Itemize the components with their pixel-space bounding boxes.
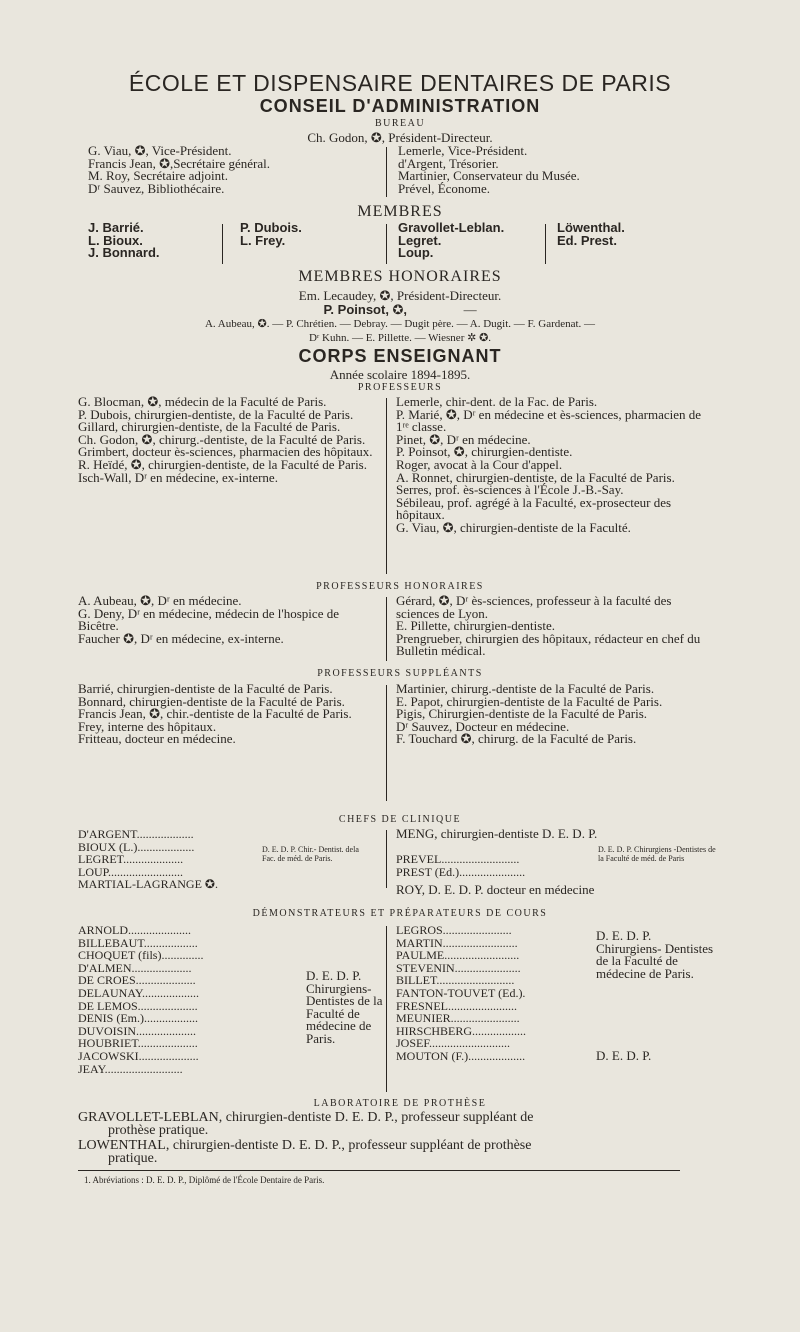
professeur-item: Roger, avocat à la Cour d'appel. [396, 456, 563, 472]
professeur-item: R. Heïdé, ✪, chirurgien-dentiste, de la Faculté de Paris. [78, 456, 367, 472]
demonstrateur-item: ARNOLD..................... [78, 923, 191, 937]
prof-hon-item: Faucher ✪, Dʳ en médecine, ex-interne. [78, 630, 284, 646]
demonstrateur-item: MARTIN......................... [396, 935, 518, 950]
demonstrateurs-right [396, 924, 586, 1063]
demonstrateur-item: MEUNIER....................... [396, 1011, 520, 1026]
prof-hon-item: G. Deny, Dʳ en médecine, médecin de l'hospice de Bicêtre. [78, 605, 339, 634]
membres-col2 [240, 222, 302, 247]
prof-hon-left [78, 595, 380, 645]
prof-hon-item: Gérard, ✪, Dʳ ès-sciences, professeur à la faculté des sciences de Lyon. [396, 593, 672, 621]
professeur-item: G. Viau, ✪, chirurgien-dentiste de la Faculté. [396, 519, 631, 535]
demonstrateur-item: DELAUNAY................... [78, 985, 200, 1000]
prof-sup-right [396, 683, 702, 746]
chef-item: MARTIAL-LAGRANGE ✪. [78, 877, 218, 892]
prof-sup-item: Barrié, chirurgien-dentiste de la Faculté de Paris. [78, 681, 333, 696]
membres-col4 [557, 222, 625, 247]
ditto-dash: — [463, 302, 477, 317]
demonstrateurs-left-note: D. E. D. P. Chirurgiens- Dentistes de la Faculté de médecine de Paris. [306, 968, 383, 1046]
membres-heading: MEMBRES [357, 203, 443, 220]
bureau-left-item: G. Viau, ✪, Vice-Président. [88, 143, 232, 158]
demonstrateur-item: HIRSCHBERG.................. [396, 1023, 527, 1038]
honoraires-heading: MEMBRES HONORAIRES [298, 268, 502, 285]
footnote-rule [78, 1170, 680, 1171]
membre-item: P. Dubois. [240, 220, 302, 235]
bureau-divider [386, 147, 387, 197]
bureau-heading: BUREAU [374, 118, 426, 129]
president-text: Ch. Godon, ✪, Président-Directeur. [307, 130, 493, 145]
annee-scolaire: Année scolaire 1894-1895. [329, 367, 471, 382]
membre-item: Gravollet-Leblan. [398, 220, 505, 235]
chefs-heading: CHEFS DE CLINIQUE [338, 814, 462, 825]
demonstrateur-item: MOUTON (F.)................... [396, 1048, 526, 1063]
membres-divider [545, 224, 546, 264]
prof-sup-left [78, 683, 380, 746]
demonstrateur-item: DUVOISIN.................... [78, 1023, 196, 1038]
professeur-item: G. Blocman, ✪, médecin de la Faculté de Paris. [78, 394, 327, 409]
demonstrateur-item: STEVENIN...................... [396, 960, 521, 975]
conseil-title: CONSEIL D'ADMINISTRATION [259, 96, 541, 116]
chef-item: PREVEL.......................... [396, 852, 520, 866]
demonstrateur-item: CHOQUET (fils).............. [78, 948, 204, 963]
membres-divider [386, 224, 387, 264]
prof-hon-item: A. Aubeau, ✪, Dʳ en médecine. [78, 593, 242, 608]
professeur-item: Isch-Wall, Dʳ en médecine, ex-interne. [78, 469, 278, 485]
honoraires-line2 [0, 302, 800, 318]
demonstrateur-item: DENIS (Em.).................. [78, 1011, 198, 1026]
prof-sup-item: E. Papot, chirurgien-dentiste de la Faculté de Paris. [396, 693, 663, 709]
labo-heading: LABORATOIRE DE PROTHÈSE [313, 1098, 487, 1109]
demonstrateur-item: PAULME......................... [396, 948, 520, 963]
membre-item: Ed. Prest. [557, 232, 617, 248]
membre-item: J. Barrié. [88, 220, 144, 235]
demonstrateur-item: FANTON-TOUVET (Ed.). [396, 985, 526, 1000]
professeur-item: Serres, prof. ès-sciences à l'École J.-B.-Say. [396, 482, 624, 498]
labo-entry-1 [78, 1111, 718, 1137]
prof-sup-item: Dʳ Sauvez, Docteur en médecine. [396, 718, 570, 734]
membre-item: J. Bonnard. [88, 245, 160, 261]
membre-item: Löwenthal. [557, 220, 625, 235]
professeur-item: Sébileau, prof. agrégé à la Faculté, ex-prosecteur des hôpitaux. [396, 494, 672, 523]
professeur-item: Lemerle, chir-dent. de la Fac. de Paris. [396, 394, 598, 409]
demonstrateur-item: LEGROS....................... [396, 923, 512, 937]
labo-line: LOWENTHAL, chirurgien-dentiste D. E. D. P., professeur suppléant de prothèse [78, 1138, 532, 1153]
membres-divider [222, 224, 223, 264]
demonstrateur-item: HOUBRIET.................... [78, 1036, 198, 1051]
corps-heading: CORPS ENSEIGNANT [298, 346, 502, 366]
demonstrateurs-left [78, 924, 278, 1075]
demonstrateurs-divider [386, 926, 387, 1092]
demonstrateur-item: BILLET.......................... [396, 973, 515, 988]
prof-sup-item: Pigis, Chirurgien-dentiste de la Faculté de Paris. [396, 706, 648, 722]
professeur-item: Grimbert, docteur ès-sciences, pharmacien des hôpitaux. [78, 444, 373, 460]
bureau-left-item: M. Roy, Secrétaire adjoint. [88, 168, 228, 184]
labo-entry-2 [78, 1139, 718, 1165]
membres-col3 [398, 222, 504, 260]
labo-line: GRAVOLLET-LEBLAN, chirurgien-dentiste D. E. D. P., professeur suppléant de [78, 1110, 534, 1125]
bureau-right-list [398, 145, 718, 195]
demonstrateur-item: FRESNEL....................... [396, 998, 518, 1013]
honoraires-line4: Dʳ Kuhn. — E. Pillette. — Wiesner ✲ ✪. [308, 332, 492, 344]
membres-col1 [88, 222, 160, 260]
bureau-left-item: Francis Jean, ✪,Secrétaire général. [88, 155, 270, 171]
prof-hon-heading: PROFESSEURS HONORAIRES [316, 581, 484, 592]
bureau-left-item: Dʳ Sauvez, Bibliothécaire. [88, 180, 225, 196]
chef-item: LEGRET.................... [78, 852, 184, 867]
labo-line: pratique. [108, 1151, 158, 1166]
prof-sup-item: Francis Jean, ✪, chir.-dentiste de la Faculté de Paris. [78, 706, 352, 722]
poinsot-text: P. Poinsot, ✪, [323, 302, 408, 317]
professeur-item: P. Poinsot, ✪, chirurgien-dentiste. [396, 444, 573, 460]
professeur-item: Gillard, chirurgien-dentiste, de la Faculté de Paris. [78, 419, 341, 435]
honoraires-line1: Em. Lecaudey, ✪, Président-Directeur. [298, 288, 502, 303]
demonstrateur-item: JEAY.......................... [78, 1061, 183, 1076]
demonstrateurs-heading: DÉMONSTRATEURS ET PRÉPARATEURS DE COURS [252, 908, 548, 919]
prof-sup-item: Frey, interne des hôpitaux. [78, 718, 217, 734]
demonstrateur-item: DE CROES.................... [78, 973, 196, 988]
demonstrateurs-right-note1: D. E. D. P. Chirurgiens- Dentistes de la Faculté de médecine de Paris. [596, 928, 714, 981]
professeur-item: Ch. Godon, ✪, chirurg.-dentiste, de la Faculté de Paris. [78, 431, 366, 447]
chefs-right-note: D. E. D. P. Chirurgiens -Dentistes de la Faculté de méd. de Paris [598, 845, 716, 863]
prof-hon-right [396, 595, 702, 658]
professeurs-heading: PROFESSEURS [357, 382, 443, 393]
membre-item: L. Frey. [240, 232, 286, 248]
bureau-right-item: Prével, Économe. [398, 180, 491, 196]
prof-sup-item: Fritteau, docteur en médecine. [78, 731, 236, 747]
membre-item: Loup. [398, 245, 434, 261]
demonstrateur-item: JOSEF........................... [396, 1036, 511, 1051]
demonstrateurs-right-note2: D. E. D. P. [596, 1048, 652, 1063]
membre-item: Legret. [398, 232, 442, 248]
chef-item: D'ARGENT................... [78, 827, 194, 841]
chefs-right-bottom: ROY, D. E. D. P. docteur en médecine [396, 882, 595, 897]
membre-item: L. Bioux. [88, 232, 143, 248]
bureau-right-item: Martinier, Conservateur du Musée. [398, 168, 580, 184]
prof-sup-divider [386, 685, 387, 801]
chef-item: PREST (Ed.)...................... [396, 864, 526, 879]
professeur-item: P. Dubois, chirurgien-dentiste, de la Faculté de Paris. [78, 406, 354, 422]
labo-line: prothèse pratique. [108, 1123, 209, 1138]
professeur-item: Pinet, ✪, Dʳ en médecine. [396, 431, 531, 447]
chefs-left-note: D. E. D. P. Chir.- Dentist. dela Fac. de méd. de Paris. [262, 845, 359, 863]
chef-item: LOUP......................... [78, 864, 184, 879]
honoraires-line3: A. Aubeau, ✪. — P. Chrétien. — Debray. — Dugit père. — A. Dugit. — F. Gardenat. — [204, 318, 596, 330]
prof-hon-item: Prengrueber, chirurgien des hôpitaux, rédacteur en chef du Bulletin médical. [396, 630, 701, 659]
prof-sup-heading: PROFESSEURS SUPPLÉANTS [317, 668, 483, 679]
bureau-right-item: Lemerle, Vice-Président. [398, 143, 528, 158]
demonstrateur-item: DE LEMOS.................... [78, 998, 198, 1013]
chefs-divider [386, 830, 387, 888]
bureau-left-list [88, 145, 378, 195]
professeurs-divider [386, 398, 387, 574]
prof-sup-item: Bonnard, chirurgien-dentiste de la Faculté de Paris. [78, 693, 345, 709]
chefs-right-top: MENG, chirurgien-dentiste D. E. D. P. [396, 826, 598, 841]
prof-sup-item: F. Touchard ✪, chirurg. de la Faculté de Paris. [396, 731, 637, 747]
chefs-right [396, 853, 586, 878]
demonstrateur-item: D'ALMEN.................... [78, 960, 192, 975]
prof-hon-divider [386, 597, 387, 661]
chefs-left [78, 828, 258, 891]
professeurs-left [78, 396, 380, 484]
prof-hon-item: E. Pillette, chirurgien-dentiste. [396, 618, 555, 634]
prof-sup-item: Martinier, chirurg.-dentiste de la Faculté de Paris. [396, 681, 655, 696]
demonstrateur-item: JACOWSKI.................... [78, 1048, 199, 1063]
chef-item: BIOUX (L.)................... [78, 839, 195, 854]
professeurs-right [396, 396, 702, 535]
footnote: 1. Abréviations : D. E. D. P., Diplômé de l'École Dentaire de Paris. [84, 1175, 325, 1185]
professeur-item: P. Marié, ✪, Dʳ en médecine et ès-sciences, pharmacien de 1ʳᵉ classe. [396, 406, 702, 435]
demonstrateur-item: BILLEBAUT.................. [78, 935, 198, 950]
school-title: ÉCOLE ET DISPENSAIRE DENTAIRES DE PARIS [128, 70, 672, 96]
bureau-right-item: d'Argent, Trésorier. [398, 155, 499, 171]
professeur-item: A. Ronnet, chirurgien-dentiste, de la Faculté de Paris. [396, 469, 675, 485]
